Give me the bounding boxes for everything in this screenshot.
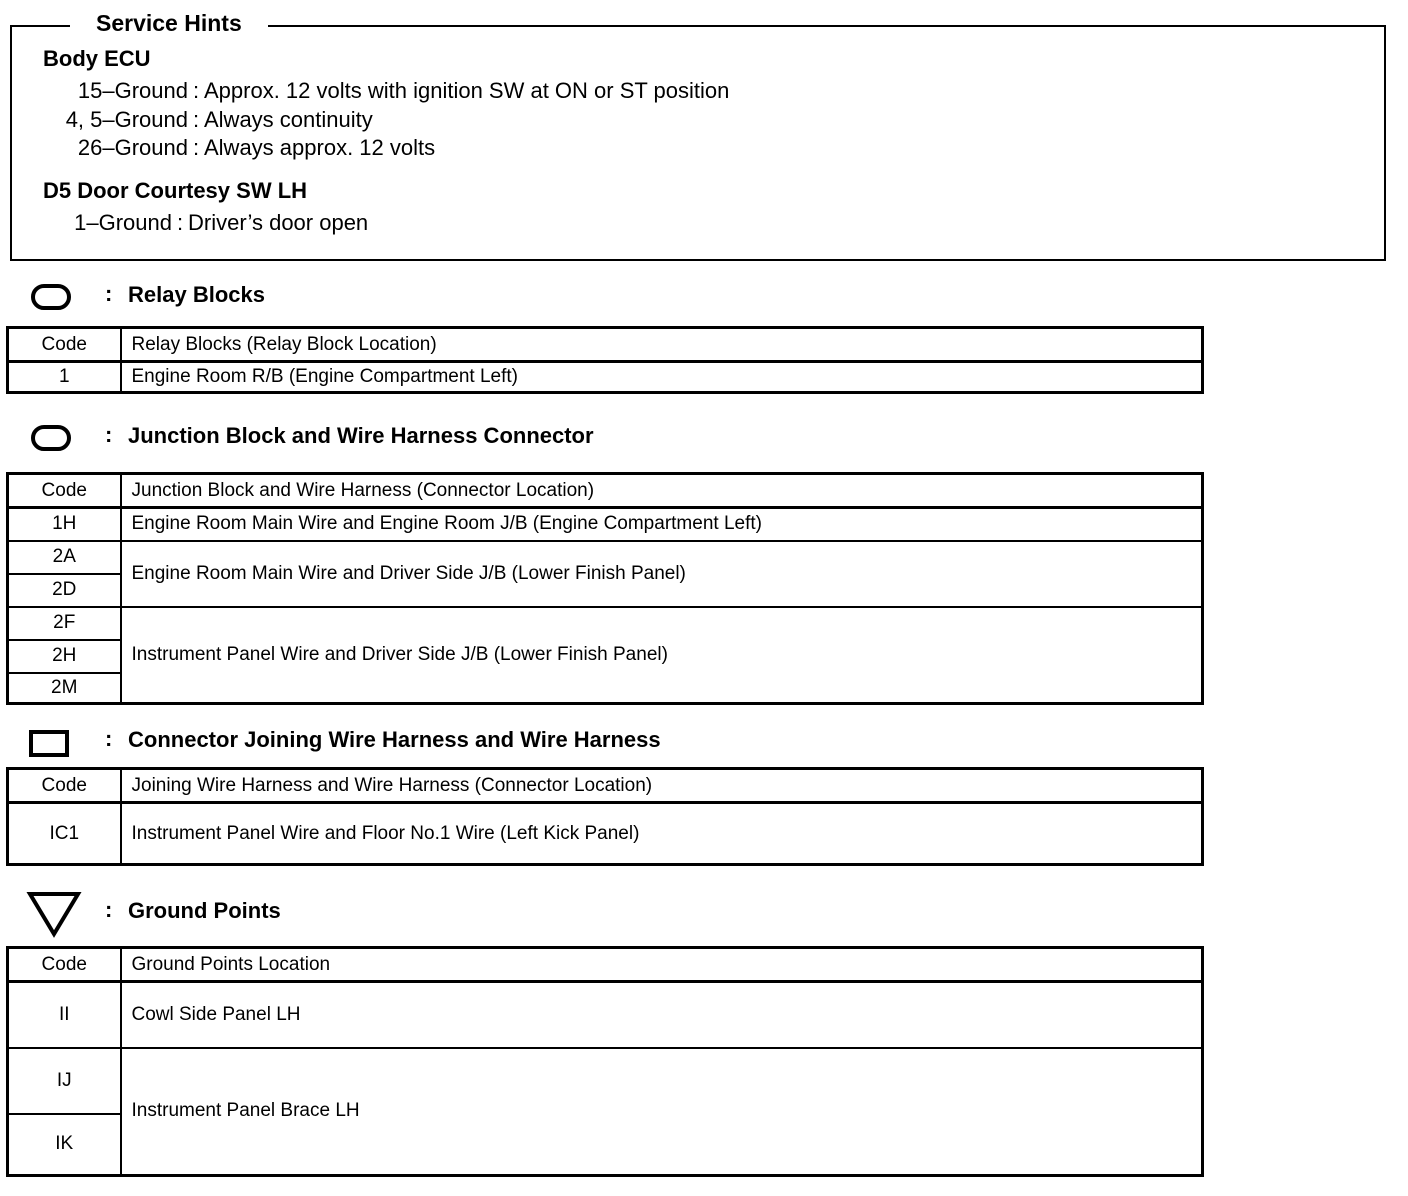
desc-cell: Engine Room R/B (Engine Compartment Left) [121, 362, 1203, 393]
ground-points-table [6, 946, 1204, 1177]
connector-symbol-icon [29, 730, 69, 757]
code-cell: IJ [8, 1048, 121, 1114]
relay-blocks-table [6, 326, 1204, 394]
desc-cell: Instrument Panel Brace LH [121, 1048, 1203, 1176]
desc-cell: Engine Room Main Wire and Driver Side J/B (Lower Finish Panel) [121, 541, 1203, 607]
hint-terminal: 26–Ground [77, 135, 188, 160]
code-header: Code [8, 328, 121, 362]
code-header: Code [8, 474, 121, 508]
hint-line [40, 135, 435, 161]
table-header-row [8, 769, 1203, 803]
junction-blocks-title: Junction Block and Wire Harness Connector [128, 423, 594, 448]
table-row [8, 607, 1203, 640]
hint-text: Approx. 12 volts with ignition SW at ON or ST position [204, 78, 730, 103]
code-header: Code [8, 769, 121, 803]
door-sw-heading: D5 Door Courtesy SW LH [43, 178, 308, 203]
code-header: Code [8, 948, 121, 982]
hint-colon: : [192, 135, 200, 160]
table-row [8, 541, 1203, 574]
connectors-title: Connector Joining Wire Harness and Wire Harness [128, 727, 661, 752]
code-cell: 2D [8, 574, 121, 607]
desc-header: Joining Wire Harness and Wire Harness (Connector Location) [121, 769, 1203, 803]
hint-line [40, 78, 729, 104]
hint-terminal: 4, 5–Ground [65, 107, 188, 132]
junction-blocks-table [6, 472, 1204, 705]
desc-cell: Cowl Side Panel LH [121, 982, 1203, 1048]
ground-points-title: Ground Points [128, 898, 281, 923]
hint-colon: : [176, 210, 184, 235]
table-row [8, 982, 1203, 1048]
hint-terminal: 1–Ground [74, 210, 172, 235]
service-hints-title: Service Hints [70, 10, 268, 36]
hint-text: Always continuity [204, 107, 373, 132]
section-colon: : [105, 422, 113, 447]
relay-blocks-title: Relay Blocks [128, 282, 265, 307]
code-cell: 1H [8, 508, 121, 541]
section-colon: : [105, 281, 113, 306]
code-cell: 2M [8, 673, 121, 704]
connectors-table [6, 767, 1204, 866]
section-colon: : [105, 726, 113, 751]
table-row [8, 803, 1203, 865]
hint-line [40, 107, 373, 133]
junction-block-symbol-icon [31, 425, 71, 451]
desc-header: Junction Block and Wire Harness (Connector Location) [121, 474, 1203, 508]
hint-text: Driver’s door open [188, 210, 369, 235]
table-row [8, 362, 1203, 393]
code-cell: 2A [8, 541, 121, 574]
hint-colon: : [192, 78, 200, 103]
hint-text: Always approx. 12 volts [204, 135, 436, 160]
table-row [8, 1048, 1203, 1114]
code-cell: 2H [8, 640, 121, 673]
table-header-row [8, 328, 1203, 362]
section-colon: : [105, 897, 113, 922]
relay-block-symbol-icon [31, 284, 71, 310]
code-cell: 1 [8, 362, 121, 393]
code-cell: IC1 [8, 803, 121, 865]
desc-header: Ground Points Location [121, 948, 1203, 982]
desc-cell: Engine Room Main Wire and Engine Room J/B (Engine Compartment Left) [121, 508, 1203, 541]
desc-header: Relay Blocks (Relay Block Location) [121, 328, 1203, 362]
hint-terminal: 15–Ground [77, 78, 188, 103]
ground-point-symbol-icon [26, 890, 82, 940]
desc-cell: Instrument Panel Wire and Floor No.1 Wire (Left Kick Panel) [121, 803, 1203, 865]
code-cell: IK [8, 1114, 121, 1176]
table-row [8, 508, 1203, 541]
hint-line [40, 210, 368, 236]
code-cell: II [8, 982, 121, 1048]
code-cell: 2F [8, 607, 121, 640]
table-header-row [8, 474, 1203, 508]
hint-colon: : [192, 107, 200, 132]
desc-cell: Instrument Panel Wire and Driver Side J/B (Lower Finish Panel) [121, 607, 1203, 704]
table-header-row [8, 948, 1203, 982]
body-ecu-heading: Body ECU [43, 46, 151, 71]
